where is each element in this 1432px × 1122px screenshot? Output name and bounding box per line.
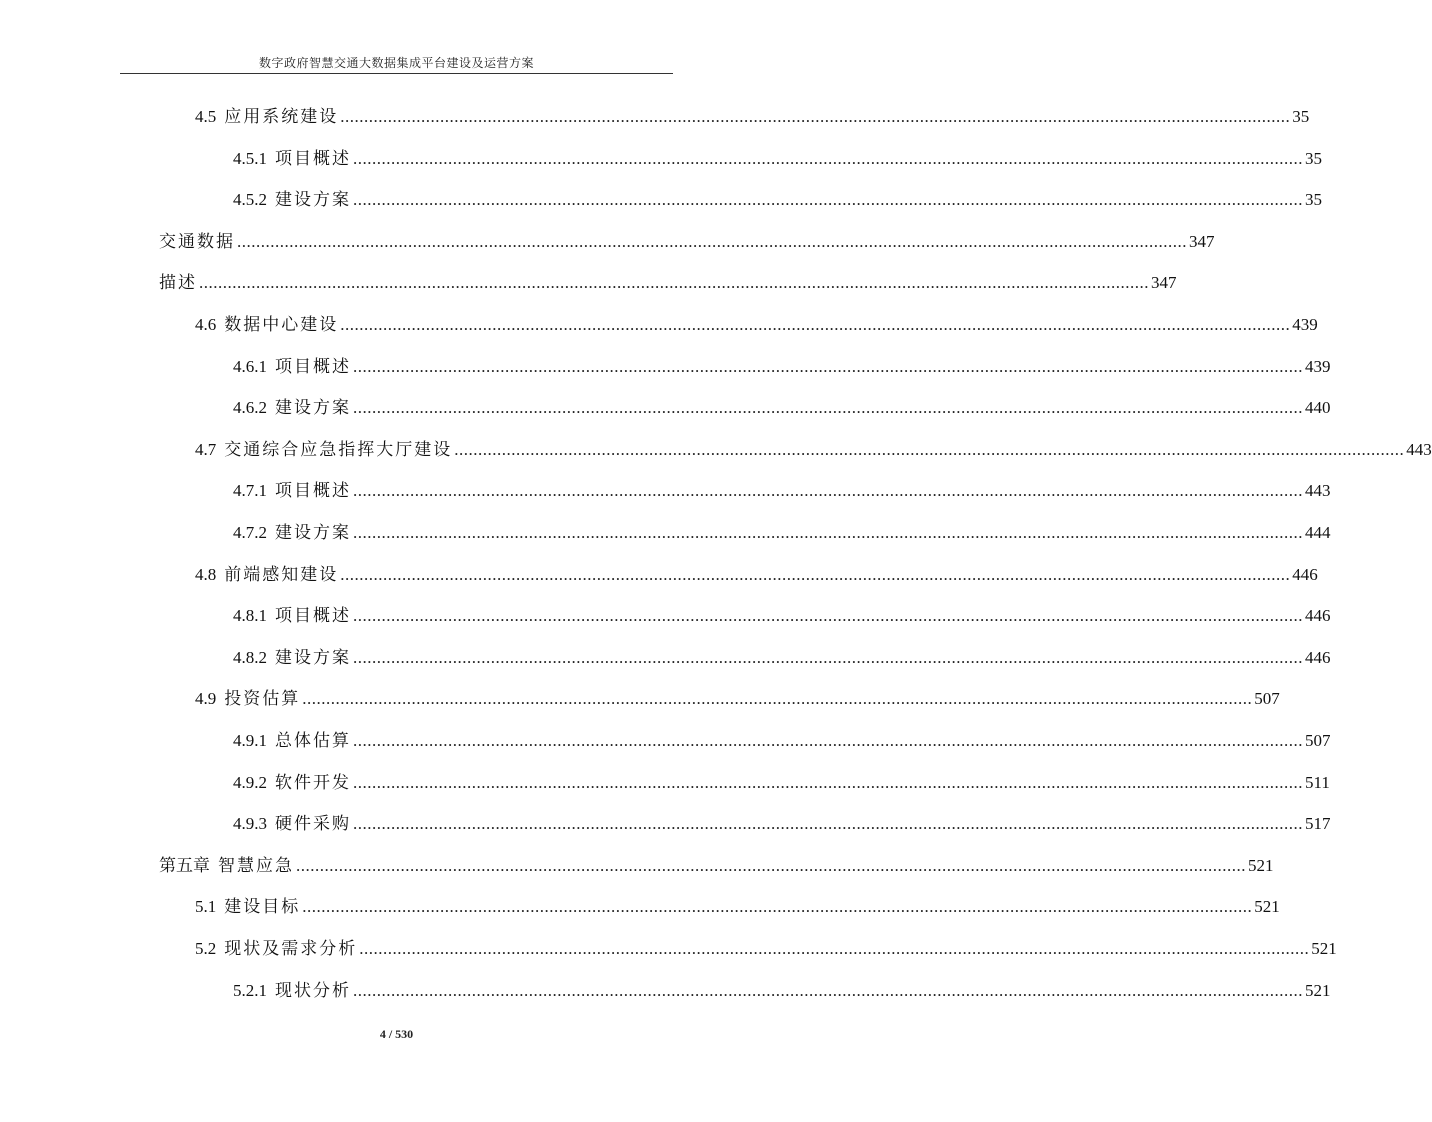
toc-entry-page: 511 xyxy=(1305,772,1330,792)
toc-entry-number: 4.6 xyxy=(195,315,217,334)
toc-dot-leader: ........................................................................................................................................................................................................ xyxy=(353,772,1303,792)
toc-entry-title: 现状及需求分析 xyxy=(224,939,358,959)
toc-entry-page: 507 xyxy=(1305,731,1331,750)
toc-entry-number: 4.9 xyxy=(195,689,217,709)
toc-entry-number: 4.5 xyxy=(195,107,217,126)
toc-entry-page: 347 xyxy=(1151,273,1177,293)
toc-entry-page: 521 xyxy=(1305,980,1331,1000)
toc-entry-page: 507 xyxy=(1254,689,1280,709)
toc-entry-title: 交通综合应急指挥大厅建设 xyxy=(224,439,453,460)
toc-entry-page: 440 xyxy=(1305,398,1331,418)
toc-entry-title: 硬件采购 xyxy=(275,814,351,835)
toc-dot-leader: ........................................................................................................................................................................................................ xyxy=(353,481,1303,501)
toc-entry-number: 第五章 xyxy=(159,855,210,875)
toc-entry[interactable] xyxy=(233,512,1331,554)
toc-entry-page: 35 xyxy=(1305,148,1322,168)
toc-entry-number: 5.2.1 xyxy=(233,980,267,1000)
toc-dot-leader: ........................................................................................................................................................................................................ xyxy=(353,398,1303,418)
page-number: 4 / 530 xyxy=(379,1027,414,1041)
toc-entry-number: 4.9.1 xyxy=(233,731,267,750)
toc-entry[interactable] xyxy=(233,387,1331,429)
toc-dot-leader: ........................................................................................................................................................................................................ xyxy=(353,606,1303,626)
toc-entry-number: 4.8 xyxy=(195,564,217,584)
toc-entry[interactable] xyxy=(195,678,1280,720)
toc-entry-page: 35 xyxy=(1292,107,1310,126)
toc-entry-number: 5.1 xyxy=(195,897,217,917)
toc-entry-page: 444 xyxy=(1305,523,1331,542)
toc-dot-leader: ........................................................................................................................................................................................................ xyxy=(340,315,1291,334)
toc-dot-leader: ........................................................................................................................................................................................................ xyxy=(353,523,1303,542)
toc-entry[interactable] xyxy=(233,470,1331,512)
toc-entry-page: 443 xyxy=(1305,481,1331,501)
toc-entry[interactable] xyxy=(233,595,1331,637)
toc-entry-title: 数据中心建设 xyxy=(224,315,339,335)
toc-entry[interactable] xyxy=(195,96,1310,138)
toc-dot-leader: ........................................................................................................................................................................................................ xyxy=(353,731,1303,750)
toc-dot-leader: ........................................................................................................................................................................................................ xyxy=(353,356,1303,376)
toc-dot-leader: ........................................................................................................................................................................................................ xyxy=(353,814,1303,834)
toc-entry-number: 4.6.1 xyxy=(233,356,267,376)
toc-entry-page: 443 xyxy=(1406,439,1432,459)
toc-dot-leader: ........................................................................................................................................................................................................ xyxy=(237,231,1187,251)
toc-entry-title: 建设目标 xyxy=(224,897,301,918)
toc-entry-number: 4.7.2 xyxy=(233,523,267,542)
toc-entry-page: 439 xyxy=(1305,356,1331,376)
toc-entry-page: 446 xyxy=(1305,606,1331,626)
toc-entry-page: 517 xyxy=(1305,814,1331,834)
toc-entry-page: 521 xyxy=(1248,855,1274,875)
toc-entry-number: 5.2 xyxy=(195,939,217,958)
toc-dot-leader: ........................................................................................................................................................................................................ xyxy=(359,939,1310,958)
toc-entry[interactable] xyxy=(233,970,1331,1012)
toc-entry-page: 446 xyxy=(1292,564,1318,584)
toc-entry-number: 4.5.2 xyxy=(233,190,267,210)
toc-entry[interactable] xyxy=(233,346,1331,388)
toc-entry-title: 描述 xyxy=(159,273,197,294)
toc-dot-leader: ........................................................................................................................................................................................................ xyxy=(302,897,1253,917)
toc-entry-title: 项目概述 xyxy=(275,148,351,169)
toc-entry-number: 4.9.3 xyxy=(233,814,267,834)
toc-entry-number: 4.8.1 xyxy=(233,606,267,626)
toc-entry-number: 4.9.2 xyxy=(233,772,267,792)
toc-entry-title: 项目概述 xyxy=(275,606,351,627)
toc-entry-title: 项目概述 xyxy=(275,481,351,502)
toc-dot-leader: ........................................................................................................................................................................................................ xyxy=(199,273,1149,293)
toc-entry-title: 现状分析 xyxy=(275,980,351,1001)
toc-entry-page: 446 xyxy=(1305,647,1331,667)
toc-entry-title: 建设方案 xyxy=(275,647,351,668)
toc-entry[interactable] xyxy=(233,803,1331,845)
toc-dot-leader: ........................................................................................................................................................................................................ xyxy=(340,564,1291,584)
toc-entry[interactable] xyxy=(159,262,1177,304)
toc-entry-title: 建设方案 xyxy=(275,190,351,211)
toc-entry[interactable] xyxy=(195,928,1337,970)
toc-entry[interactable] xyxy=(195,304,1318,346)
toc-entry-number: 4.5.1 xyxy=(233,148,267,168)
toc-dot-leader: ........................................................................................................................................................................................................ xyxy=(353,190,1303,210)
toc-entry-number: 4.6.2 xyxy=(233,398,267,418)
toc-entry-page: 347 xyxy=(1189,231,1215,251)
toc-entry-title: 项目概述 xyxy=(275,356,351,377)
toc-dot-leader: ........................................................................................................................................................................................................ xyxy=(302,689,1253,709)
toc-entry[interactable] xyxy=(159,845,1274,887)
toc-entry[interactable] xyxy=(233,637,1331,679)
toc-entry[interactable] xyxy=(195,429,1432,471)
toc-entry-page: 35 xyxy=(1305,190,1322,210)
toc-entry[interactable] xyxy=(233,720,1331,762)
toc-entry-title: 软件开发 xyxy=(275,772,351,793)
toc-entry-title: 前端感知建设 xyxy=(224,564,339,585)
toc-entry-title: 交通数据 xyxy=(159,231,235,252)
toc-entry[interactable] xyxy=(233,762,1330,804)
toc-entry-page: 521 xyxy=(1254,897,1280,917)
toc-dot-leader: ........................................................................................................................................................................................................ xyxy=(353,148,1303,168)
toc-entry-title: 建设方案 xyxy=(275,398,351,419)
toc-dot-leader: ........................................................................................................................................................................................................ xyxy=(353,980,1303,1000)
toc-entry-title: 投资估算 xyxy=(224,689,301,710)
toc-entry[interactable] xyxy=(233,138,1322,180)
toc-dot-leader: ........................................................................................................................................................................................................ xyxy=(296,855,1246,875)
toc-entry-page: 439 xyxy=(1292,315,1318,334)
toc-entry-number: 4.7 xyxy=(195,439,217,459)
toc-entry[interactable] xyxy=(195,554,1318,596)
toc-dot-leader: ........................................................................................................................................................................................................ xyxy=(454,439,1405,459)
toc-entry-title: 智慧应急 xyxy=(218,855,294,876)
toc-entry[interactable] xyxy=(195,886,1280,928)
header-divider xyxy=(120,73,673,74)
toc-entry[interactable] xyxy=(233,179,1322,221)
toc-entry-page: 521 xyxy=(1311,939,1337,958)
toc-entry-title: 建设方案 xyxy=(275,523,351,543)
toc-entry-number: 4.7.1 xyxy=(233,481,267,501)
toc-entry-title: 应用系统建设 xyxy=(224,107,339,127)
toc-dot-leader: ........................................................................................................................................................................................................ xyxy=(340,107,1291,126)
toc-entry-title: 总体估算 xyxy=(275,731,351,751)
toc-entry-number: 4.8.2 xyxy=(233,647,267,667)
toc-dot-leader: ........................................................................................................................................................................................................ xyxy=(353,647,1303,667)
running-header: 数字政府智慧交通大数据集成平台建设及运营方案 xyxy=(258,56,534,70)
toc-entry[interactable] xyxy=(159,221,1215,263)
